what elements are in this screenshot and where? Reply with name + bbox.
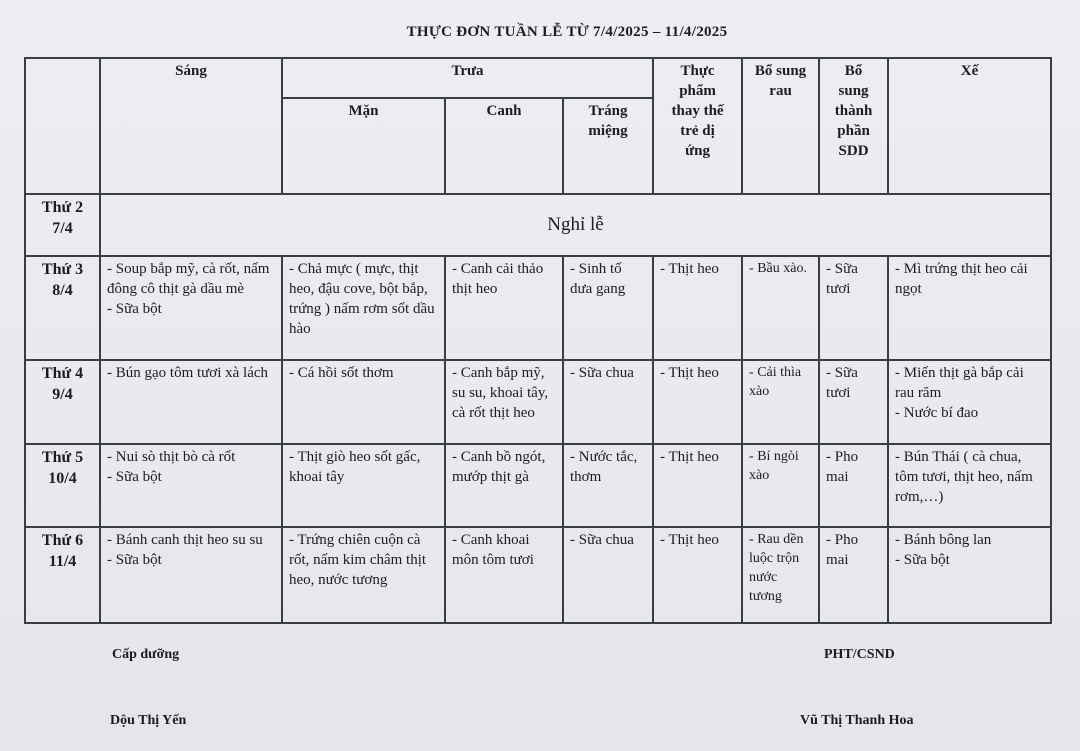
sang-cell: - Soup bắp mỹ, cà rốt, nấm đông cô thịt gà dầu mè - Sữa bột	[100, 256, 282, 360]
table-row	[25, 360, 1051, 444]
table-row	[25, 194, 1051, 256]
header-trang-mieng: Tráng miệng	[563, 98, 653, 194]
weekly-menu-table	[24, 57, 1052, 624]
menu-title: THỰC ĐƠN TUẦN LỄ TỪ 7/4/2025 – 11/4/2025	[406, 24, 728, 40]
day-cell: Thứ 2 7/4	[25, 194, 100, 256]
table-row	[25, 444, 1051, 527]
sdd-cell: - Sữa tươi	[819, 360, 888, 444]
day-cell: Thứ 4 9/4	[25, 360, 100, 444]
sdd-cell: - Pho mai	[819, 444, 888, 527]
header-canh: Canh	[445, 98, 563, 194]
thay-the-cell: - Thịt heo	[653, 444, 742, 527]
sang-cell: - Nui sò thịt bò cà rốt - Sữa bột	[100, 444, 282, 527]
table-row	[25, 527, 1051, 623]
table-row	[25, 256, 1051, 360]
header-bo-sung-rau: Bổ sung rau	[742, 58, 819, 194]
header-thay-the: Thực phẩm thay thế trẻ dị ứng	[653, 58, 742, 194]
header-xe: Xế	[888, 58, 1051, 194]
header-day-corner	[25, 58, 100, 194]
header-trua: Trưa	[282, 58, 653, 98]
canh-cell: - Canh cải thảo thịt heo	[445, 256, 563, 360]
sdd-cell: - Sữa tươi	[819, 256, 888, 360]
sang-cell: - Bánh canh thịt heo su su - Sữa bột	[100, 527, 282, 623]
sang-cell: - Bún gạo tôm tươi xà lách	[100, 360, 282, 444]
thay-the-cell: - Thịt heo	[653, 527, 742, 623]
header-bo-sung-sdd: Bổ sung thành phần SDD	[819, 58, 888, 194]
rau-cell: - Cải thìa xào	[742, 360, 819, 444]
header-sang: Sáng	[100, 58, 282, 194]
sdd-cell: - Pho mai	[819, 527, 888, 623]
xe-cell: - Bún Thái ( cà chua, tôm tươi, thịt heo, nấm rơm,…)	[888, 444, 1051, 527]
thay-the-cell: - Thịt heo	[653, 360, 742, 444]
man-cell: - Chả mực ( mực, thịt heo, đậu cove, bột bắp, trứng ) nấm rơm sốt dầu hào	[282, 256, 445, 360]
man-cell: - Trứng chiên cuộn cà rốt, nấm kim châm thịt heo, nước tương	[282, 527, 445, 623]
man-cell: - Thịt giò heo sốt gấc, khoai tây	[282, 444, 445, 527]
canh-cell: - Canh bắp mỹ, su su, khoai tây, cà rốt thịt heo	[445, 360, 563, 444]
trang-mieng-cell: - Sinh tố dưa gang	[563, 256, 653, 360]
signature-role-right: PHT/CSND	[824, 647, 895, 662]
xe-cell: - Miến thịt gà bắp cải rau răm - Nước bí đao	[888, 360, 1051, 444]
day-cell: Thứ 5 10/4	[25, 444, 100, 527]
xe-cell: - Bánh bông lan - Sữa bột	[888, 527, 1051, 623]
holiday-cell: Nghỉ lễ	[100, 194, 1051, 256]
signature-name-left: Dộu Thị Yến	[110, 713, 187, 728]
xe-cell: - Mì trứng thịt heo cải ngọt	[888, 256, 1051, 360]
canh-cell: - Canh bồ ngót, mướp thịt gà	[445, 444, 563, 527]
trang-mieng-cell: - Sữa chua	[563, 360, 653, 444]
thay-the-cell: - Thịt heo	[653, 256, 742, 360]
signature-name-right: Vũ Thị Thanh Hoa	[800, 713, 914, 728]
trang-mieng-cell: - Nước tắc, thơm	[563, 444, 653, 527]
man-cell: - Cá hồi sốt thơm	[282, 360, 445, 444]
day-cell: Thứ 6 11/4	[25, 527, 100, 623]
rau-cell: - Rau dền luộc trộn nước tương	[742, 527, 819, 623]
trang-mieng-cell: - Sữa chua	[563, 527, 653, 623]
rau-cell: - Bí ngòi xào	[742, 444, 819, 527]
day-cell: Thứ 3 8/4	[25, 256, 100, 360]
signature-role-left: Cấp dưỡng	[112, 647, 180, 662]
header-man: Mặn	[282, 98, 445, 194]
canh-cell: - Canh khoai môn tôm tươi	[445, 527, 563, 623]
rau-cell: - Bầu xào.	[742, 256, 819, 360]
